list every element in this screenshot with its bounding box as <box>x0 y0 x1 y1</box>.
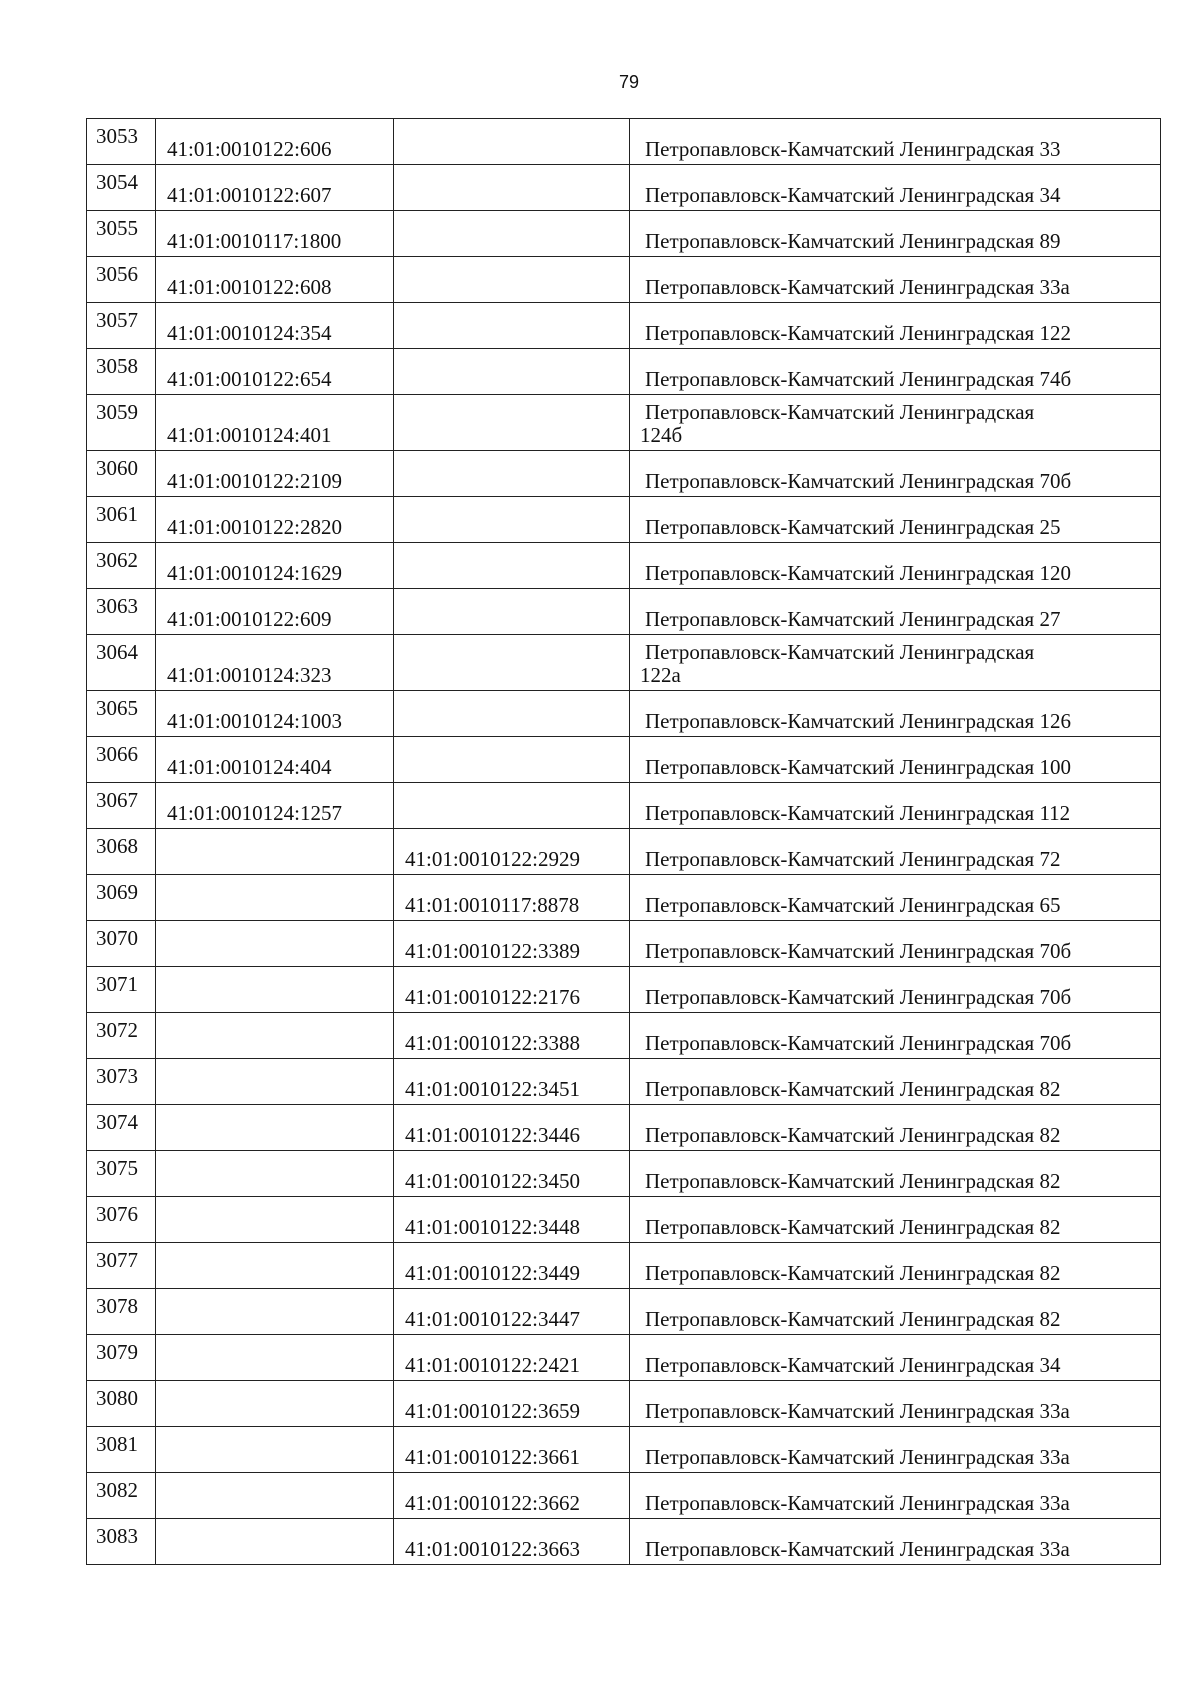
page-number: 79 <box>618 72 640 92</box>
table-row <box>87 451 1161 497</box>
row-number-cell: 3066 <box>87 737 156 783</box>
land-cadastral-number-cell: 41:01:0010122:608 <box>156 257 394 303</box>
row-number-cell: 3062 <box>87 543 156 589</box>
address-cell: Петропавловск-Камчатский Ленинградская 70б <box>630 1013 1161 1059</box>
row-number-cell: 3054 <box>87 165 156 211</box>
table-row <box>87 1473 1161 1519</box>
address-cell: Петропавловск-Камчатский Ленинградская 33а <box>630 257 1161 303</box>
address-cell: Петропавловск-Камчатский Ленинградская 33а <box>630 1427 1161 1473</box>
object-cadastral-number-cell <box>394 303 630 349</box>
row-number-cell: 3060 <box>87 451 156 497</box>
land-cadastral-number-cell: 41:01:0010122:2109 <box>156 451 394 497</box>
address-cell: Петропавловск-Камчатский Ленинградская 65 <box>630 875 1161 921</box>
land-cadastral-number-cell <box>156 1519 394 1565</box>
land-cadastral-number-cell: 41:01:0010122:607 <box>156 165 394 211</box>
object-cadastral-number-cell <box>394 543 630 589</box>
object-cadastral-number-cell <box>394 737 630 783</box>
land-cadastral-number-cell: 41:01:0010117:1800 <box>156 211 394 257</box>
address-cell: Петропавловск-Камчатский Ленинградская 82 <box>630 1197 1161 1243</box>
land-cadastral-number-cell <box>156 1013 394 1059</box>
table-row <box>87 737 1161 783</box>
address-cell: Петропавловск-Камчатский Ленинградская 82 <box>630 1289 1161 1335</box>
land-cadastral-number-cell <box>156 1427 394 1473</box>
row-number-cell: 3082 <box>87 1473 156 1519</box>
object-cadastral-number-cell <box>394 589 630 635</box>
table-row <box>87 497 1161 543</box>
row-number-cell: 3078 <box>87 1289 156 1335</box>
address-cell: Петропавловск-Камчатский Ленинградская 82 <box>630 1105 1161 1151</box>
table-row <box>87 1105 1161 1151</box>
land-cadastral-number-cell <box>156 921 394 967</box>
object-cadastral-number-cell <box>394 451 630 497</box>
object-cadastral-number-cell <box>394 497 630 543</box>
address-cell: Петропавловск-Камчатский Ленинградская 72 <box>630 829 1161 875</box>
address-cell: Петропавловск-Камчатский Ленинградская 25 <box>630 497 1161 543</box>
table-row <box>87 1059 1161 1105</box>
row-number-cell: 3067 <box>87 783 156 829</box>
address-cell: Петропавловск-Камчатский Ленинградская 82 <box>630 1059 1161 1105</box>
object-cadastral-number-cell <box>394 691 630 737</box>
address-cell: Петропавловск-Камчатский Ленинградская 74б <box>630 349 1161 395</box>
object-cadastral-number-cell: 41:01:0010122:3388 <box>394 1013 630 1059</box>
address-line-1: Петропавловск-Камчатский Ленинградская <box>645 640 1035 664</box>
land-cadastral-number-cell: 41:01:0010122:606 <box>156 119 394 165</box>
object-cadastral-number-cell <box>394 165 630 211</box>
land-cadastral-number-cell <box>156 1381 394 1427</box>
object-cadastral-number-cell: 41:01:0010122:3450 <box>394 1151 630 1197</box>
table-row <box>87 1381 1161 1427</box>
land-cadastral-number-cell <box>156 1473 394 1519</box>
object-cadastral-number-cell: 41:01:0010122:3446 <box>394 1105 630 1151</box>
land-cadastral-number-cell: 41:01:0010124:323 <box>156 635 394 691</box>
table-row <box>87 783 1161 829</box>
address-cell: Петропавловск-Камчатский Ленинградская 112 <box>630 783 1161 829</box>
land-cadastral-number-cell: 41:01:0010124:1003 <box>156 691 394 737</box>
land-cadastral-number-cell <box>156 829 394 875</box>
row-number-cell: 3074 <box>87 1105 156 1151</box>
land-cadastral-number-cell: 41:01:0010124:354 <box>156 303 394 349</box>
address-cell: Петропавловск-Камчатский Ленинградская 27 <box>630 589 1161 635</box>
land-cadastral-number-cell <box>156 1059 394 1105</box>
row-number-cell: 3058 <box>87 349 156 395</box>
table-row <box>87 165 1161 211</box>
row-number-cell: 3076 <box>87 1197 156 1243</box>
land-cadastral-number-cell <box>156 1151 394 1197</box>
row-number-cell: 3080 <box>87 1381 156 1427</box>
land-cadastral-number-cell <box>156 1335 394 1381</box>
table-row <box>87 211 1161 257</box>
table-row <box>87 303 1161 349</box>
object-cadastral-number-cell <box>394 635 630 691</box>
land-cadastral-number-cell: 41:01:0010122:609 <box>156 589 394 635</box>
row-number-cell: 3057 <box>87 303 156 349</box>
table-row <box>87 691 1161 737</box>
land-cadastral-number-cell <box>156 1289 394 1335</box>
row-number-cell: 3081 <box>87 1427 156 1473</box>
address-cell: Петропавловск-Камчатский Ленинградская 34 <box>630 1335 1161 1381</box>
object-cadastral-number-cell: 41:01:0010122:2176 <box>394 967 630 1013</box>
row-number-cell: 3061 <box>87 497 156 543</box>
address-cell: Петропавловск-Камчатский Ленинградская 33а <box>630 1473 1161 1519</box>
address-cell: Петропавловск-Камчатский Ленинградская 126 <box>630 691 1161 737</box>
address-cell: Петропавловск-Камчатский Ленинградская 82 <box>630 1151 1161 1197</box>
row-number-cell: 3077 <box>87 1243 156 1289</box>
object-cadastral-number-cell: 41:01:0010122:3659 <box>394 1381 630 1427</box>
object-cadastral-number-cell: 41:01:0010122:3447 <box>394 1289 630 1335</box>
object-cadastral-number-cell: 41:01:0010122:2421 <box>394 1335 630 1381</box>
address-cell <box>630 635 1161 691</box>
table-row <box>87 349 1161 395</box>
table-row <box>87 921 1161 967</box>
row-number-cell: 3079 <box>87 1335 156 1381</box>
row-number-cell: 3064 <box>87 635 156 691</box>
object-cadastral-number-cell <box>394 395 630 451</box>
address-cell: Петропавловск-Камчатский Ленинградская 70б <box>630 451 1161 497</box>
table-row <box>87 875 1161 921</box>
table-row <box>87 543 1161 589</box>
row-number-cell: 3063 <box>87 589 156 635</box>
table-row <box>87 119 1161 165</box>
table-row <box>87 395 1161 451</box>
object-cadastral-number-cell <box>394 783 630 829</box>
row-number-cell: 3053 <box>87 119 156 165</box>
table-row <box>87 1013 1161 1059</box>
land-cadastral-number-cell <box>156 1243 394 1289</box>
table-row <box>87 635 1161 691</box>
address-cell: Петропавловск-Камчатский Ленинградская 70б <box>630 921 1161 967</box>
object-cadastral-number-cell: 41:01:0010122:2929 <box>394 829 630 875</box>
address-cell: Петропавловск-Камчатский Ленинградская 122 <box>630 303 1161 349</box>
table-row <box>87 257 1161 303</box>
address-cell: Петропавловск-Камчатский Ленинградская 33 <box>630 119 1161 165</box>
object-cadastral-number-cell: 41:01:0010122:3663 <box>394 1519 630 1565</box>
land-cadastral-number-cell <box>156 967 394 1013</box>
table-row <box>87 1427 1161 1473</box>
address-cell: Петропавловск-Камчатский Ленинградская 33а <box>630 1519 1161 1565</box>
row-number-cell: 3083 <box>87 1519 156 1565</box>
object-cadastral-number-cell: 41:01:0010122:3451 <box>394 1059 630 1105</box>
land-cadastral-number-cell: 41:01:0010124:401 <box>156 395 394 451</box>
object-cadastral-number-cell <box>394 257 630 303</box>
object-cadastral-number-cell: 41:01:0010122:3448 <box>394 1197 630 1243</box>
table-row <box>87 1151 1161 1197</box>
row-number-cell: 3065 <box>87 691 156 737</box>
land-cadastral-number-cell <box>156 1105 394 1151</box>
object-cadastral-number-cell: 41:01:0010122:3449 <box>394 1243 630 1289</box>
object-cadastral-number-cell <box>394 119 630 165</box>
table-row <box>87 1289 1161 1335</box>
address-cell: Петропавловск-Камчатский Ленинградская 100 <box>630 737 1161 783</box>
address-cell: Петропавловск-Камчатский Ленинградская 34 <box>630 165 1161 211</box>
address-cell: Петропавловск-Камчатский Ленинградская 120 <box>630 543 1161 589</box>
table-row <box>87 589 1161 635</box>
land-cadastral-number-cell: 41:01:0010124:1257 <box>156 783 394 829</box>
land-cadastral-number-cell <box>156 1197 394 1243</box>
object-cadastral-number-cell: 41:01:0010122:3389 <box>394 921 630 967</box>
object-cadastral-number-cell <box>394 349 630 395</box>
object-cadastral-number-cell: 41:01:0010122:3661 <box>394 1427 630 1473</box>
table-row <box>87 1335 1161 1381</box>
address-cell: Петропавловск-Камчатский Ленинградская 70б <box>630 967 1161 1013</box>
row-number-cell: 3069 <box>87 875 156 921</box>
address-line-2: 124б <box>640 423 683 447</box>
object-cadastral-number-cell <box>394 211 630 257</box>
land-cadastral-number-cell: 41:01:0010124:1629 <box>156 543 394 589</box>
land-cadastral-number-cell: 41:01:0010122:654 <box>156 349 394 395</box>
land-cadastral-number-cell: 41:01:0010124:404 <box>156 737 394 783</box>
row-number-cell: 3071 <box>87 967 156 1013</box>
address-line-1: Петропавловск-Камчатский Ленинградская <box>645 400 1035 424</box>
row-number-cell: 3056 <box>87 257 156 303</box>
row-number-cell: 3070 <box>87 921 156 967</box>
row-number-cell: 3075 <box>87 1151 156 1197</box>
address-line-2: 122а <box>640 663 681 687</box>
table-row <box>87 1243 1161 1289</box>
row-number-cell: 3072 <box>87 1013 156 1059</box>
address-cell: Петропавловск-Камчатский Ленинградская 89 <box>630 211 1161 257</box>
registry-body <box>87 119 1161 1565</box>
land-cadastral-number-cell: 41:01:0010122:2820 <box>156 497 394 543</box>
object-cadastral-number-cell: 41:01:0010117:8878 <box>394 875 630 921</box>
row-number-cell: 3073 <box>87 1059 156 1105</box>
registry-table <box>86 118 1161 1565</box>
table-row <box>87 1197 1161 1243</box>
table-row <box>87 1519 1161 1565</box>
row-number-cell: 3059 <box>87 395 156 451</box>
address-cell: Петропавловск-Камчатский Ленинградская 82 <box>630 1243 1161 1289</box>
address-cell: Петропавловск-Камчатский Ленинградская 33а <box>630 1381 1161 1427</box>
table-row <box>87 967 1161 1013</box>
address-cell <box>630 395 1161 451</box>
row-number-cell: 3068 <box>87 829 156 875</box>
row-number-cell: 3055 <box>87 211 156 257</box>
object-cadastral-number-cell: 41:01:0010122:3662 <box>394 1473 630 1519</box>
table-row <box>87 829 1161 875</box>
land-cadastral-number-cell <box>156 875 394 921</box>
